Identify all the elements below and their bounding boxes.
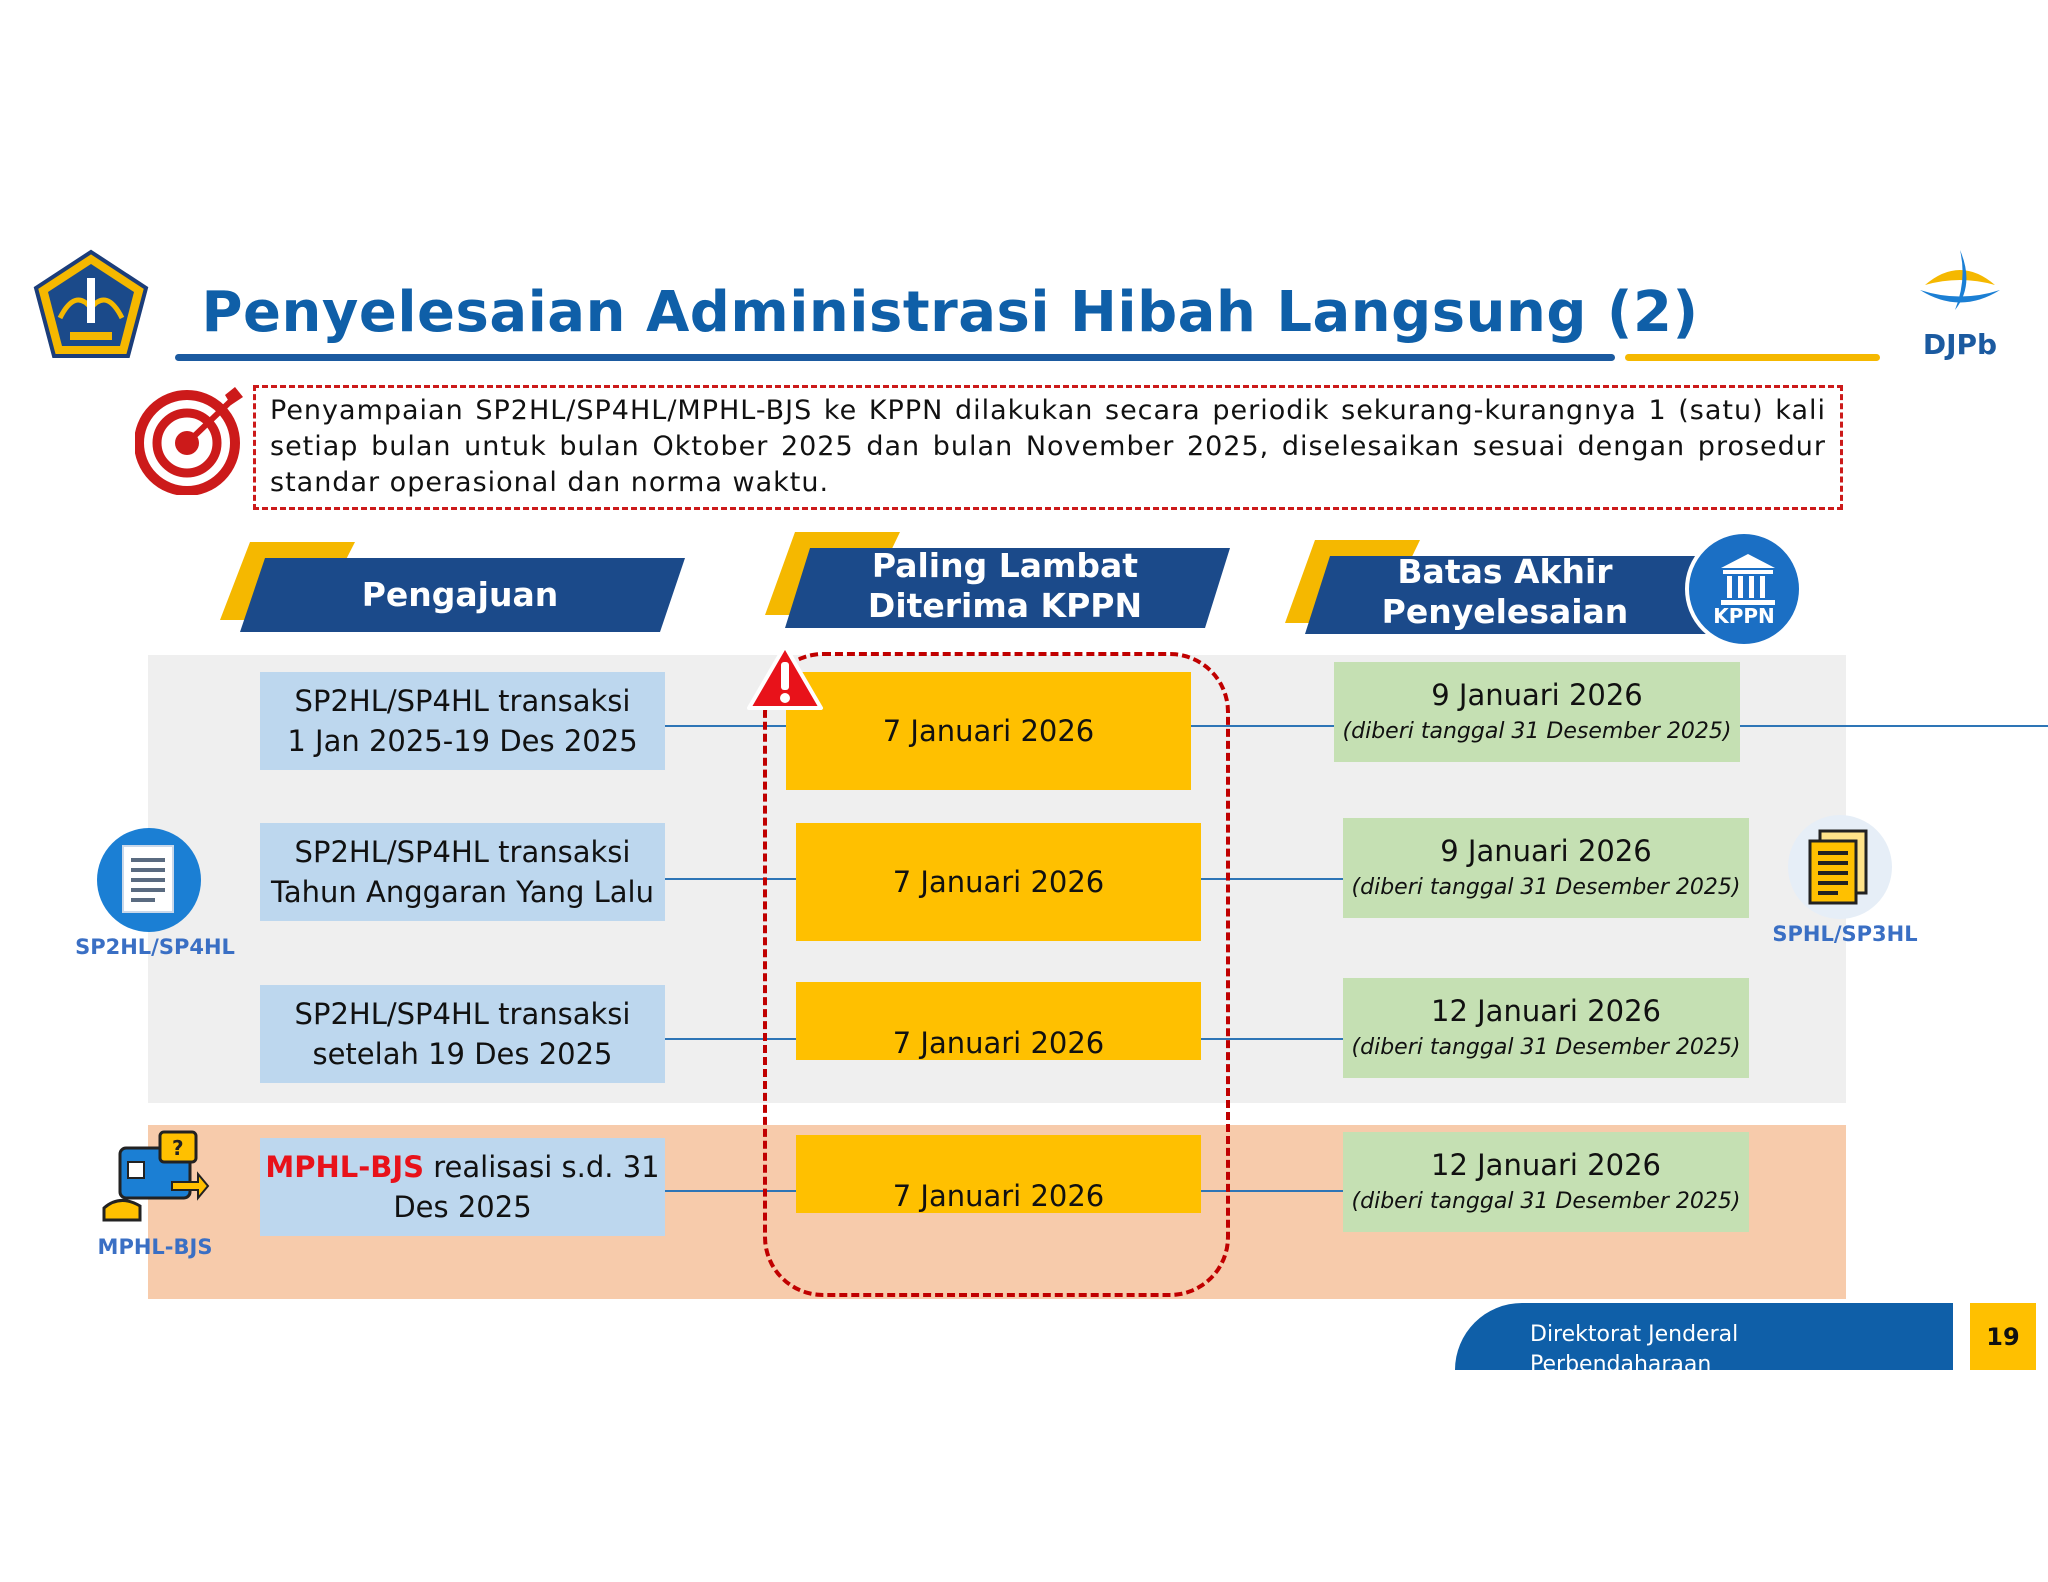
page-title: Penyelesaian Administrasi Hibah Langsung (2) [201, 280, 1699, 345]
djpb-logo [1905, 245, 2015, 365]
row-3-pengajuan-line1: SP2HL/SP4HL transaksi [294, 997, 631, 1031]
side-label-mphl: MPHL-BJS [97, 1235, 213, 1259]
row-3-pengajuan-line2: setelah 19 Des 2025 [312, 1037, 613, 1071]
intro-text: Penyampaian SP2HL/SP4HL/MPHL-BJS ke KPPN dilakukan secara periodik sekurang-kurangnya 1 (satu) kali setiap bulan untuk bulan Oktober 2025 dan bulan November 2025, diselesaikan sesuai dengan prosedur standar operasional dan norma waktu. [253, 385, 1843, 510]
header-paling-lambat-line2: Diterima KPPN [867, 586, 1143, 625]
title-underline [175, 354, 1615, 361]
row-3-batas-akhir-date: 12 Januari 2026 [1431, 994, 1661, 1028]
djpb-emblem-icon [1905, 245, 2015, 325]
sp2hl-document-icon [97, 828, 201, 932]
row-4-batas-akhir-note: (diberi tanggal 31 Desember 2025) [1351, 1189, 1741, 1214]
svg-text:?: ? [172, 1136, 184, 1160]
row-1-pengajuan-line2: 1 Jan 2025-19 Des 2025 [287, 724, 638, 758]
row-1-batas-akhir [1334, 662, 1740, 762]
header-paling-lambat [765, 530, 1235, 640]
row-3-batas-akhir [1343, 978, 1749, 1078]
side-label-sphl: SPHL/SP3HL [1772, 922, 1918, 946]
kppn-badge-label: KPPN [1713, 604, 1775, 628]
side-label-sp2hl: SP2HL/SP4HL [75, 935, 235, 959]
target-icon [135, 385, 245, 495]
footer-org-line2: Perbendaharaan [1530, 1352, 1712, 1377]
row-2-pengajuan [260, 823, 665, 921]
row-1-paling-lambat: 7 Januari 2026 [786, 672, 1191, 790]
row-3-batas-akhir-note: (diberi tanggal 31 Desember 2025) [1351, 1035, 1741, 1060]
row-4-pengajuan-highlight: MPHL-BJS [265, 1150, 425, 1184]
row-2-paling-lambat: 7 Januari 2026 [796, 823, 1201, 941]
row-2-pengajuan-line2: Tahun Anggaran Yang Lalu [270, 875, 654, 909]
header-pengajuan-label: Pengajuan [361, 575, 559, 614]
row-2-pengajuan-line1: SP2HL/SP4HL transaksi [294, 835, 631, 869]
row-1-pengajuan-line1: SP2HL/SP4HL transaksi [294, 684, 631, 718]
footer-org [1530, 1320, 1910, 1380]
row-3-pengajuan [260, 985, 665, 1083]
title-underline-accent [1625, 354, 1880, 361]
header-batas-akhir [1285, 538, 1725, 648]
header-batas-akhir-line2: Penyelesaian [1381, 592, 1629, 631]
footer-org-line1: Direktorat Jenderal [1530, 1322, 1739, 1347]
row-4-pengajuan-line1: realisasi s.d. 31 [424, 1150, 660, 1184]
row-4-pengajuan-line2: Des 2025 [393, 1190, 532, 1224]
page-number: 19 [1970, 1303, 2036, 1370]
sphl-documents-icon [1788, 815, 1892, 919]
row-3-paling-lambat: 7 Januari 2026 [796, 982, 1201, 1060]
header-paling-lambat-line1: Paling Lambat [871, 546, 1139, 585]
kemenkeu-logo [30, 248, 152, 360]
row-4-paling-lambat: 7 Januari 2026 [796, 1135, 1201, 1213]
kppn-badge [1685, 530, 1803, 648]
row-2-batas-akhir-date: 9 Januari 2026 [1440, 834, 1652, 868]
row-1-batas-akhir-note: (diberi tanggal 31 Desember 2025) [1342, 719, 1732, 744]
row-1-pengajuan [260, 672, 665, 770]
row-2-batas-akhir [1343, 818, 1749, 918]
row-4-pengajuan [260, 1138, 665, 1236]
warning-icon [745, 642, 825, 712]
header-batas-akhir-line1: Batas Akhir [1397, 552, 1613, 591]
row-4-batas-akhir [1343, 1132, 1749, 1232]
row-1-batas-akhir-date: 9 Januari 2026 [1431, 678, 1643, 712]
emblem-icon [30, 248, 152, 360]
deadline-highlight-frame [763, 652, 1230, 1297]
row-2-batas-akhir-note: (diberi tanggal 31 Desember 2025) [1351, 875, 1741, 900]
header-pengajuan [220, 540, 690, 640]
djpb-logo-text: DJPb [1922, 328, 1998, 361]
mphl-transfer-icon [100, 1128, 210, 1228]
row-4-batas-akhir-date: 12 Januari 2026 [1431, 1148, 1661, 1182]
